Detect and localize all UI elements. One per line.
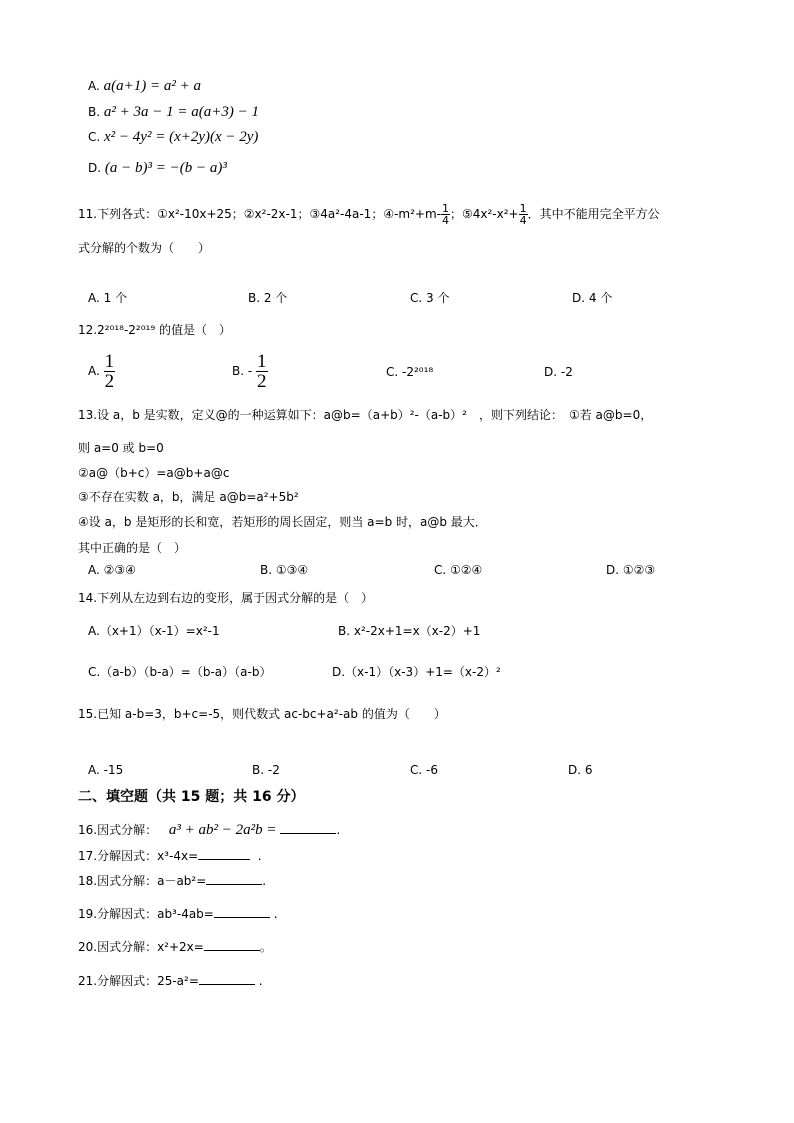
q15-option-d: D. 6 (568, 763, 593, 777)
q14-option-c: C.（a-b）（b-a）=（b-a）（a-b） (88, 665, 272, 679)
q13-statement-4: ④设 a，b 是矩形的长和宽，若矩形的周长固定，则当 a=b 时，a@b 最大． (78, 515, 487, 529)
q15-option-b: B. -2 (252, 763, 280, 777)
q11-option-c: C. 3 个 (410, 291, 450, 305)
fill-q19: 19.分解因式：ab³-4ab= . (78, 907, 278, 921)
q10-option-d: D. (a − b)³ = −(b − a)³ (88, 160, 227, 176)
q13-option-d: D. ①②③ (606, 563, 656, 577)
q14-stem: 14.下列从左边到右边的变形，属于因式分解的是（ ） (78, 591, 374, 605)
answer-blank[interactable] (204, 939, 260, 951)
q10-option-b: B. a² + 3a − 1 = a(a+3) − 1 (88, 104, 259, 120)
fraction: $\frac{1}{2}$ (104, 351, 115, 392)
q11-option-b: B. 2 个 (248, 291, 288, 305)
q13-option-b: B. ①③④ (260, 563, 309, 577)
q13-stem: 13.设 a，b 是实数，定义@的一种运算如下：a@b=（a+b）²-（a-b）² ，则下列结论： ①若 a@b=0， (78, 408, 653, 422)
answer-blank[interactable] (199, 973, 255, 985)
q11-stem: 11.下列各式：①x²-10x+25；②x²-2x-1；③4a²-4a-1；④-m²+m- $\frac{1}{4}$ ；⑤4x²-x²+ $\frac{1}{4}$ ．其中不能用完全平方公 (78, 202, 660, 227)
section-title: 二、填空题（共 15 题；共 16 分） (78, 789, 305, 805)
q12-option-a: A. $\frac{1}{2}$ (88, 351, 115, 392)
q12-stem: 12.2²⁰¹⁸-2²⁰¹⁹ 的值是（ ） (78, 323, 231, 337)
q13-statement-3: ③不存在实数 a，b，满足 a@b=a²+5b² (78, 490, 299, 504)
fill-q17: 17.分解因式：x³-4x= . (78, 849, 262, 863)
q14-option-a: A.（x+1）（x-1）=x²-1 (88, 624, 220, 638)
fill-q18: 18.因式分解：a－ab²= . (78, 874, 267, 888)
q13-option-c: C. ①②④ (434, 563, 483, 577)
q15-option-c: C. -6 (410, 763, 438, 777)
q10-option-c: C. x² − 4y² = (x+2y)(x − 2y) (88, 129, 259, 145)
q15-option-a: A. -15 (88, 763, 124, 777)
q12-option-c: C. -2²⁰¹⁸ (386, 365, 434, 379)
fraction: $\frac{1}{4}$ (441, 202, 449, 227)
q15-stem: 15.已知 a-b=3，b+c=-5，则代数式 ac-bc+a²-ab 的值为（ ） (78, 707, 446, 721)
fill-q20: 20.因式分解：x²+2x= 。 (78, 940, 272, 954)
q11-option-a: A. 1 个 (88, 291, 128, 305)
fill-q21: 21.分解因式：25-a²= . (78, 974, 263, 988)
answer-blank[interactable] (198, 848, 250, 860)
q13-stem-line2: 则 a=0 或 b=0 (78, 441, 164, 455)
fill-q16: 16.因式分解： a³ + ab² − 2a²b = . (78, 822, 341, 838)
q10-option-a: A. a(a+1) = a² + a (88, 78, 201, 94)
answer-blank[interactable] (206, 873, 262, 885)
q13-option-a: A. ②③④ (88, 563, 136, 577)
answer-blank[interactable] (214, 906, 270, 918)
q12-option-d: D. -2 (544, 365, 573, 379)
q12-option-b: B. - $\frac{1}{2}$ (232, 351, 267, 392)
q13-statement-2: ②a@（b+c）=a@b+a@c (78, 466, 230, 480)
fraction: $\frac{1}{4}$ (519, 202, 527, 227)
q13-question: 其中正确的是（ ） (78, 541, 187, 555)
q11-stem-line2: 式分解的个数为（ ） (78, 241, 211, 255)
q14-option-b: B. x²-2x+1=x（x-2）+1 (338, 624, 481, 638)
q14-option-d: D.（x-1）（x-3）+1=（x-2）² (332, 665, 501, 679)
answer-blank[interactable] (280, 822, 336, 834)
q11-option-d: D. 4 个 (572, 291, 613, 305)
fraction: $\frac{1}{2}$ (257, 351, 267, 392)
